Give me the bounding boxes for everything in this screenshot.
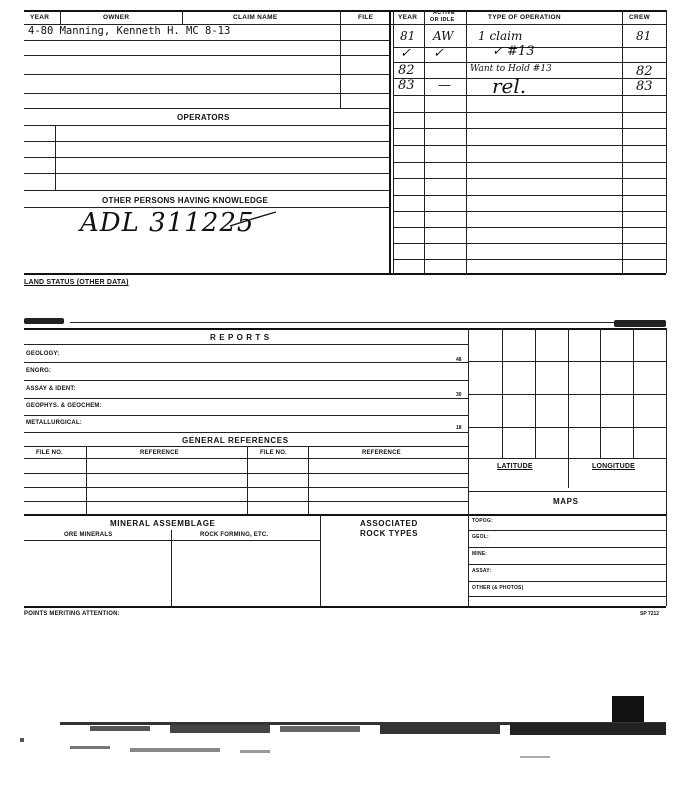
general-references-title: GENERAL REFERENCES xyxy=(182,436,289,445)
scan-noise-artifact xyxy=(0,690,678,790)
header-file: FILE xyxy=(358,14,374,21)
latitude-label: LATITUDE xyxy=(497,463,533,470)
op-row-1-crew: 81 xyxy=(636,29,652,43)
owner-claim-typed-entry: 4-80 Manning, Kenneth H. MC 8-13 xyxy=(28,25,231,37)
header-year-right: YEAR xyxy=(398,14,418,21)
header-type-of-operation: TYPE OF OPERATION xyxy=(488,14,561,21)
smudge-right xyxy=(614,320,666,327)
mineral-assemblage-title: MINERAL ASSEMBLAGE xyxy=(110,519,216,528)
op-row-4-status: — xyxy=(438,78,451,93)
report-engrg-label: ENGRG: xyxy=(26,368,52,374)
ref-reference-2: REFERENCE xyxy=(362,450,401,456)
maps-topog-label: TOPOG: xyxy=(472,518,493,524)
associated-label: ASSOCIATED xyxy=(360,519,418,528)
header-crew: CREW xyxy=(629,14,651,21)
header-active: ACTIVE xyxy=(433,10,455,16)
report-geology-label: GEOLOGY: xyxy=(26,351,60,357)
ref-reference-1: REFERENCE xyxy=(140,450,179,456)
operators-title: OPERATORS xyxy=(177,113,230,122)
maps-mine-label: MINE: xyxy=(472,551,488,557)
maps-title: MAPS xyxy=(553,497,579,506)
op-row-4-year: 83 xyxy=(398,78,415,93)
op-row-3-crew: 82 xyxy=(636,64,653,79)
op-row-3-year: 82 xyxy=(398,63,415,78)
op-row-4-operation: rel. xyxy=(492,74,527,98)
op-row-2-operation: ✓ #13 xyxy=(492,44,535,59)
maps-geol-label: GEOL: xyxy=(472,534,489,540)
longitude-label: LONGITUDE xyxy=(592,463,636,470)
ref-file-no-1: FILE NO. xyxy=(36,450,63,456)
ref-file-no-2: FILE NO. xyxy=(260,450,287,456)
points-meriting-attention-label: POINTS MERITING ATTENTION: xyxy=(24,611,120,617)
reports-title: R E P O R T S xyxy=(210,333,270,342)
op-row-1-operation: 1 claim xyxy=(478,29,523,43)
adl-handwritten-number: ADL 311225 xyxy=(80,208,255,238)
op-row-1-year: 81 xyxy=(400,29,416,43)
report-assay-label: ASSAY & IDENT: xyxy=(26,386,76,392)
maps-other-label: OTHER (& PHOTOS) xyxy=(472,585,524,591)
smudge-left xyxy=(24,318,64,324)
header-owner: OWNER xyxy=(103,14,130,21)
op-row-2-year: ✓ xyxy=(400,46,411,61)
maps-assay-label: ASSAY: xyxy=(472,568,492,574)
report-geology-num: 48 xyxy=(456,357,462,363)
report-metallurgical-label: METALLURGICAL: xyxy=(26,420,83,426)
op-row-4-crew: 83 xyxy=(636,79,653,94)
op-row-1-status: AW xyxy=(433,29,454,43)
report-assay-num: 30 xyxy=(456,392,462,398)
adl-underline-stroke xyxy=(160,208,280,238)
rock-forming-label: ROCK FORMING, ETC. xyxy=(200,532,269,538)
report-geophys-label: GEOPHYS. & GEOCHEM: xyxy=(26,403,102,409)
ore-minerals-label: ORE MINERALS xyxy=(64,532,113,538)
rock-types-label: ROCK TYPES xyxy=(360,529,419,538)
op-row-2-status: ✓ xyxy=(433,46,444,61)
header-year: YEAR xyxy=(30,14,50,21)
report-metallurgical-num: 18 xyxy=(456,425,462,431)
other-persons-title: OTHER PERSONS HAVING KNOWLEDGE xyxy=(102,196,269,205)
op-row-3-operation: Want to Hold #13 xyxy=(470,64,552,74)
header-claim-name: CLAIM NAME xyxy=(233,14,278,21)
form-number: SP 7212 xyxy=(640,611,660,617)
land-status-label: LAND STATUS (OTHER DATA) xyxy=(24,279,129,286)
header-or-idle: OR IDLE xyxy=(430,17,455,23)
